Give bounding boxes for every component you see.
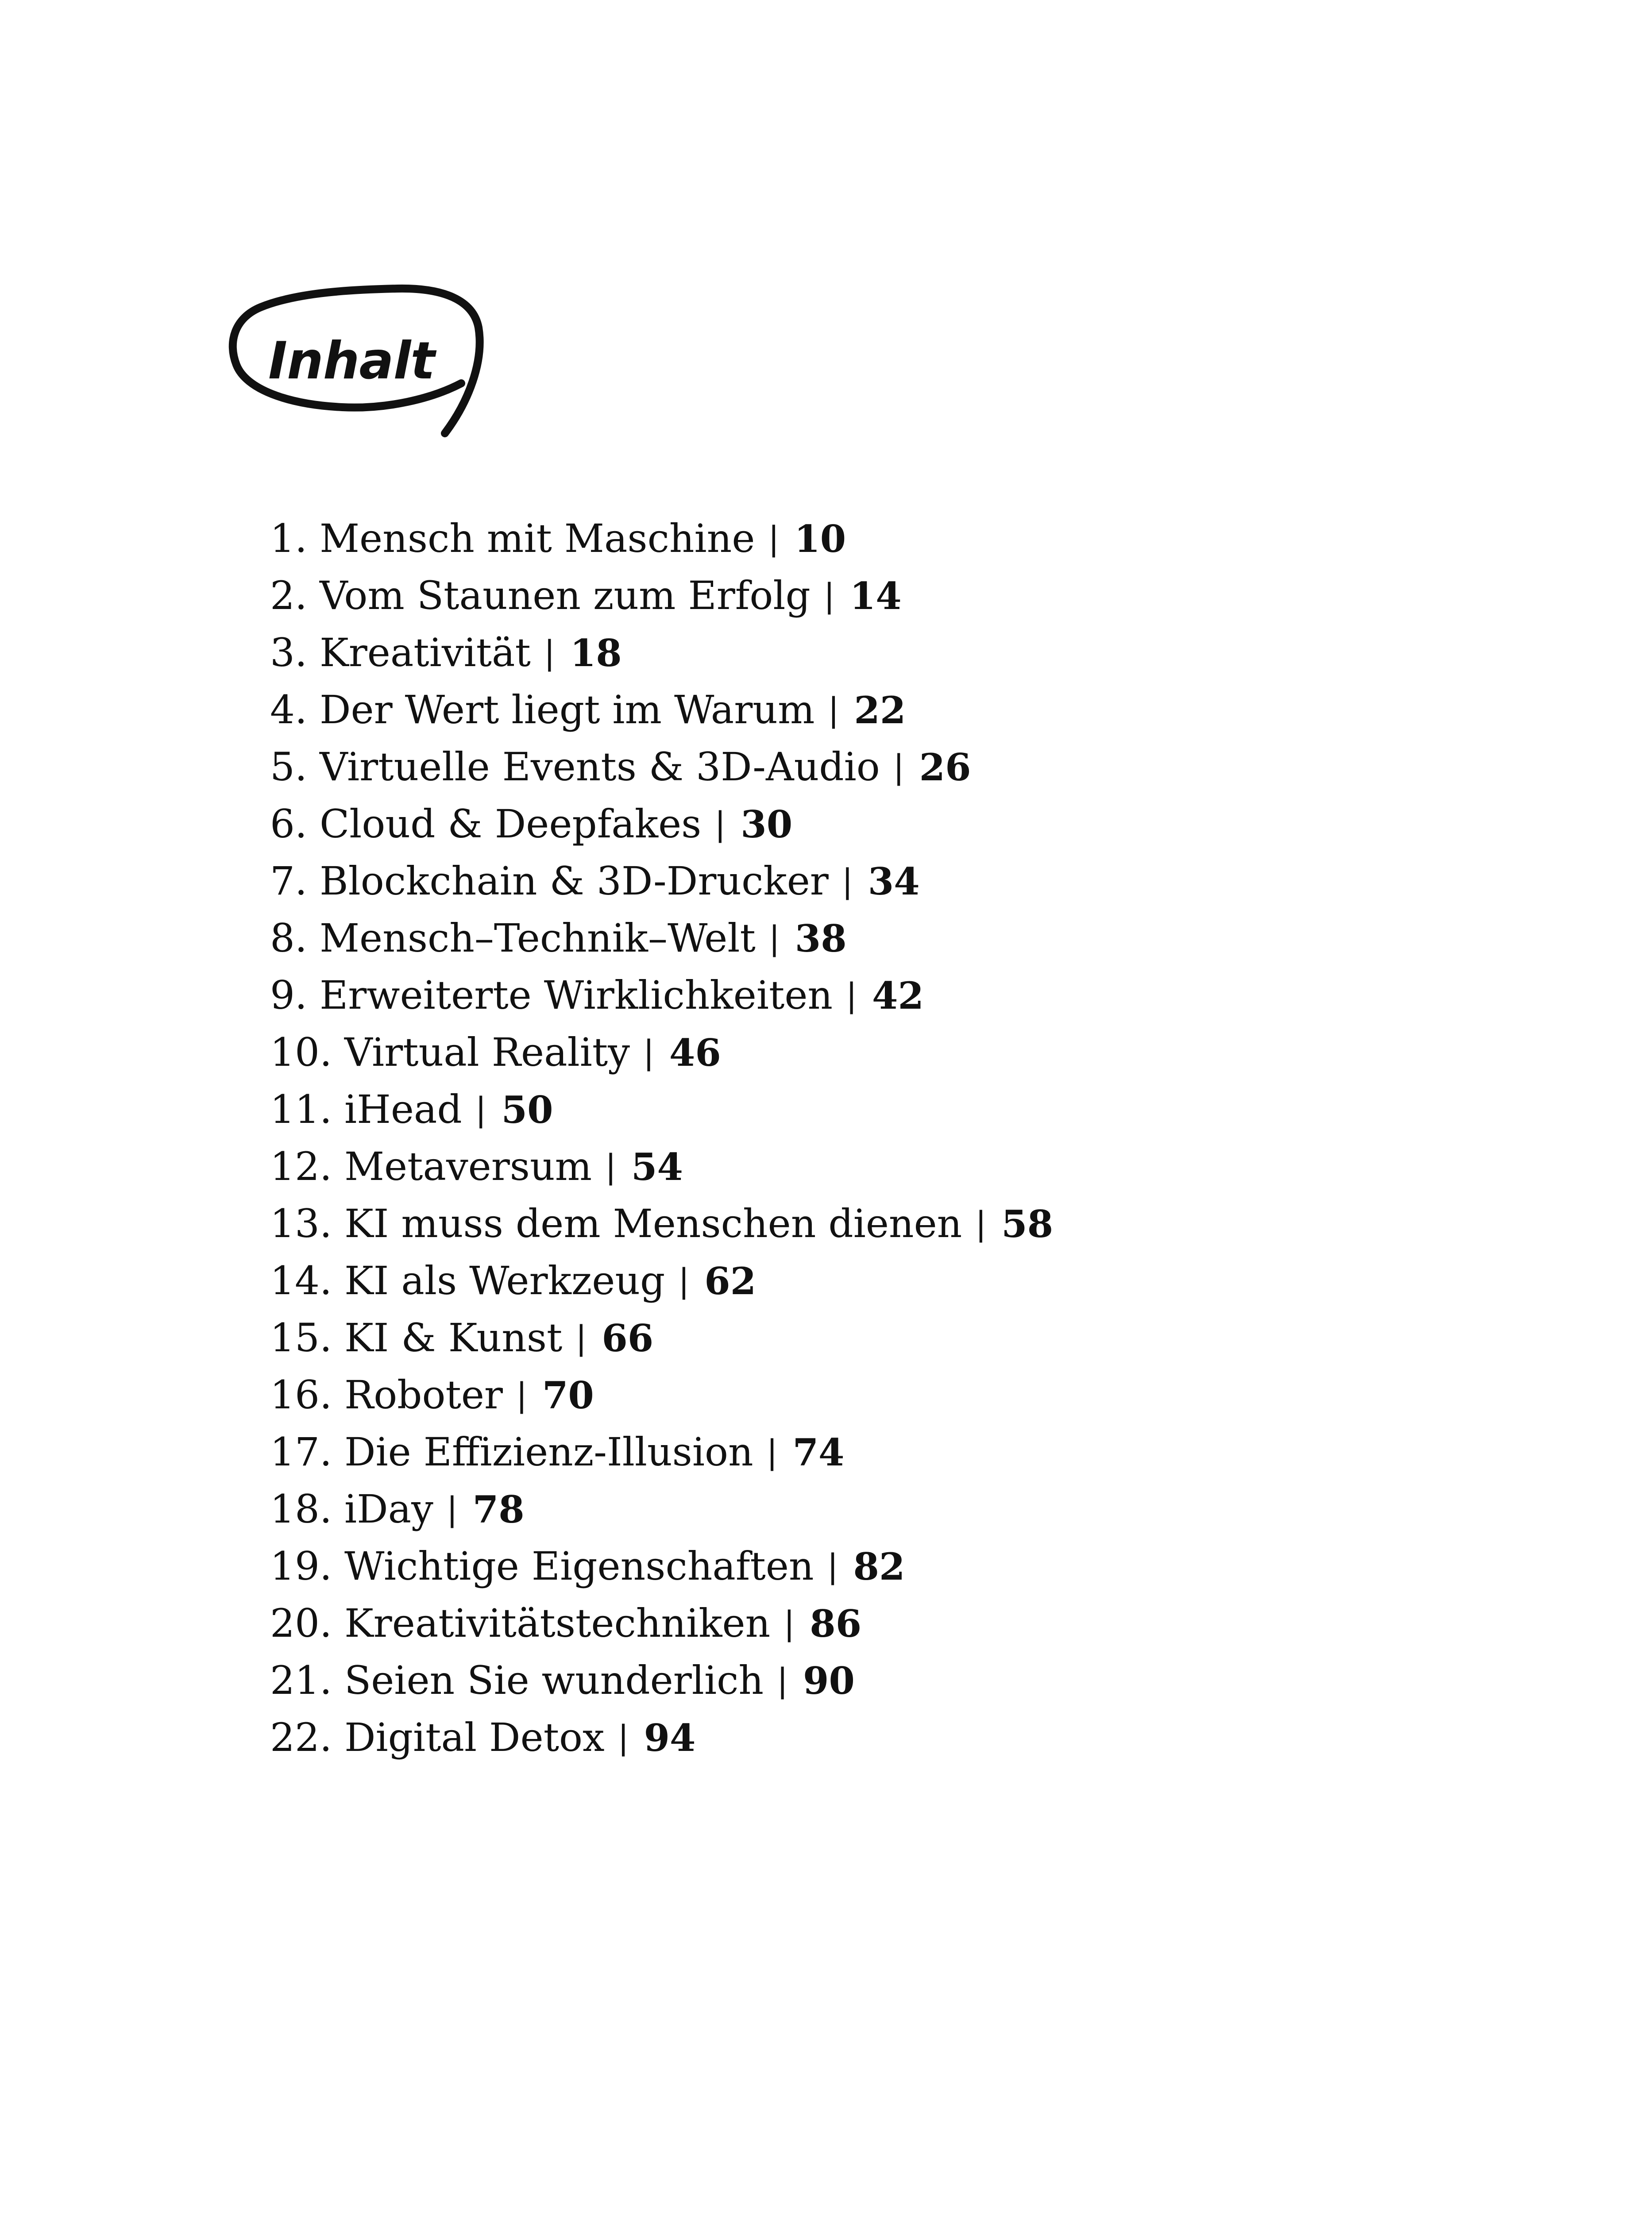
page-number: 38 bbox=[795, 917, 847, 960]
page-number: 50 bbox=[501, 1088, 553, 1132]
toc-entry[interactable] bbox=[270, 795, 1509, 852]
page-number: 58 bbox=[1001, 1202, 1054, 1246]
page-separator: | bbox=[823, 577, 835, 615]
toc-entry[interactable] bbox=[270, 1252, 1509, 1309]
chapter-title: Kreativität bbox=[319, 630, 531, 675]
page-number: 66 bbox=[602, 1316, 654, 1360]
page-number: 54 bbox=[631, 1145, 683, 1189]
page-separator: | bbox=[475, 1091, 486, 1129]
toc-entry[interactable] bbox=[270, 1652, 1509, 1709]
chapter-title: Roboter bbox=[344, 1372, 503, 1418]
chapter-number: 11. bbox=[270, 1087, 332, 1132]
page-separator: | bbox=[605, 1148, 617, 1186]
toc-entry[interactable] bbox=[270, 1309, 1509, 1366]
page-separator: | bbox=[544, 634, 555, 672]
page-number: 94 bbox=[644, 1716, 696, 1760]
page-number: 62 bbox=[704, 1259, 757, 1303]
chapter-title: Virtual Reality bbox=[344, 1029, 630, 1075]
page-separator: | bbox=[827, 1547, 838, 1585]
chapter-title: Metaversum bbox=[344, 1144, 592, 1189]
chapter-title: Die Effizienz-Illusion bbox=[344, 1429, 753, 1475]
toc-entry[interactable] bbox=[270, 567, 1509, 624]
chapter-number: 3. bbox=[270, 630, 307, 675]
toc-entry[interactable] bbox=[270, 1595, 1509, 1652]
chapter-number: 14. bbox=[270, 1258, 332, 1303]
page-separator: | bbox=[766, 1433, 778, 1471]
page-separator: | bbox=[678, 1262, 690, 1300]
page-separator: | bbox=[575, 1319, 587, 1357]
toc-entry[interactable] bbox=[270, 852, 1509, 910]
chapter-title: Vom Staunen zum Erfolg bbox=[319, 573, 811, 618]
chapter-title: iHead bbox=[344, 1087, 462, 1132]
page-number: 70 bbox=[542, 1373, 594, 1417]
contents-heading bbox=[226, 279, 509, 447]
toc-entry[interactable] bbox=[270, 738, 1509, 795]
page-number: 46 bbox=[669, 1031, 721, 1075]
chapter-number: 8. bbox=[270, 915, 307, 961]
page-number: 74 bbox=[792, 1430, 845, 1474]
page-separator: | bbox=[618, 1719, 629, 1757]
chapter-number: 17. bbox=[270, 1429, 332, 1475]
chapter-number: 9. bbox=[270, 972, 307, 1018]
toc-entry[interactable] bbox=[270, 1081, 1509, 1138]
chapter-title: Seien Sie wunderlich bbox=[344, 1658, 764, 1703]
chapter-title: Kreativitätstechniken bbox=[344, 1600, 771, 1646]
chapter-title: Mensch mit Maschine bbox=[319, 516, 755, 561]
chapter-title: Virtuelle Events & 3D-Audio bbox=[319, 744, 880, 790]
toc-entry[interactable] bbox=[270, 910, 1509, 967]
page-number: 34 bbox=[868, 860, 920, 903]
page-number: 78 bbox=[472, 1488, 525, 1531]
chapter-number: 6. bbox=[270, 801, 307, 847]
toc-entry[interactable] bbox=[270, 1366, 1509, 1423]
page-separator: | bbox=[893, 748, 904, 786]
page-separator: | bbox=[768, 919, 780, 957]
chapter-title: iDay bbox=[344, 1486, 433, 1532]
chapter-title: Cloud & Deepfakes bbox=[319, 801, 702, 847]
toc-entry[interactable] bbox=[270, 1538, 1509, 1595]
page-separator: | bbox=[846, 976, 857, 1014]
chapter-number: 13. bbox=[270, 1201, 332, 1246]
chapter-title: KI als Werkzeug bbox=[344, 1258, 665, 1303]
chapter-number: 12. bbox=[270, 1144, 332, 1189]
chapter-title: Digital Detox bbox=[344, 1715, 605, 1760]
toc-entry[interactable] bbox=[270, 624, 1509, 681]
contents-title: Inhalt bbox=[268, 331, 435, 391]
chapter-number: 20. bbox=[270, 1600, 332, 1646]
chapter-number: 18. bbox=[270, 1486, 332, 1532]
page-number: 82 bbox=[853, 1545, 905, 1588]
toc-entry[interactable] bbox=[270, 967, 1509, 1024]
chapter-number: 19. bbox=[270, 1543, 332, 1589]
chapter-title: Wichtige Eigenschaften bbox=[344, 1543, 814, 1589]
page-separator: | bbox=[446, 1490, 458, 1528]
page-number: 14 bbox=[849, 574, 902, 618]
chapter-number: 21. bbox=[270, 1658, 332, 1703]
chapter-number: 4. bbox=[270, 687, 307, 733]
page-separator: | bbox=[516, 1376, 527, 1414]
chapter-number: 16. bbox=[270, 1372, 332, 1418]
page-separator: | bbox=[828, 691, 839, 729]
toc-entry[interactable] bbox=[270, 1709, 1509, 1766]
page-number: 26 bbox=[919, 745, 971, 789]
page-separator: | bbox=[714, 805, 726, 843]
page-separator: | bbox=[975, 1205, 987, 1243]
toc-entry[interactable] bbox=[270, 1024, 1509, 1081]
page-separator: | bbox=[777, 1662, 788, 1700]
page-number: 42 bbox=[872, 974, 924, 1018]
toc-entry[interactable] bbox=[270, 1138, 1509, 1195]
page-number: 18 bbox=[570, 631, 622, 675]
chapter-number: 22. bbox=[270, 1715, 332, 1760]
chapter-title: KI & Kunst bbox=[344, 1315, 563, 1361]
chapter-title: KI muss dem Menschen dienen bbox=[344, 1201, 962, 1246]
chapter-number: 1. bbox=[270, 516, 307, 561]
toc-entry[interactable] bbox=[270, 1423, 1509, 1480]
chapter-number: 7. bbox=[270, 858, 307, 904]
toc-entry[interactable] bbox=[270, 1480, 1509, 1538]
page-separator: | bbox=[768, 520, 780, 558]
chapter-number: 2. bbox=[270, 573, 307, 618]
table-of-contents bbox=[270, 510, 1509, 1766]
page-number: 22 bbox=[854, 688, 906, 732]
chapter-title: Erweiterte Wirklichkeiten bbox=[319, 972, 833, 1018]
toc-entry[interactable] bbox=[270, 681, 1509, 738]
chapter-title: Blockchain & 3D-Drucker bbox=[319, 858, 829, 904]
page-separator: | bbox=[784, 1604, 795, 1642]
chapter-number: 15. bbox=[270, 1315, 332, 1361]
chapter-number: 10. bbox=[270, 1029, 332, 1075]
page-separator: | bbox=[841, 862, 853, 900]
page-number: 30 bbox=[741, 802, 793, 846]
page-number: 90 bbox=[803, 1659, 855, 1703]
page-separator: | bbox=[643, 1033, 654, 1072]
toc-entry[interactable] bbox=[270, 1195, 1509, 1252]
toc-entry[interactable] bbox=[270, 510, 1509, 567]
page-number: 10 bbox=[794, 517, 846, 561]
page-number: 86 bbox=[810, 1602, 862, 1646]
chapter-title: Der Wert liegt im Warum bbox=[319, 687, 815, 733]
chapter-title: Mensch–Technik–Welt bbox=[319, 915, 756, 961]
chapter-number: 5. bbox=[270, 744, 307, 790]
